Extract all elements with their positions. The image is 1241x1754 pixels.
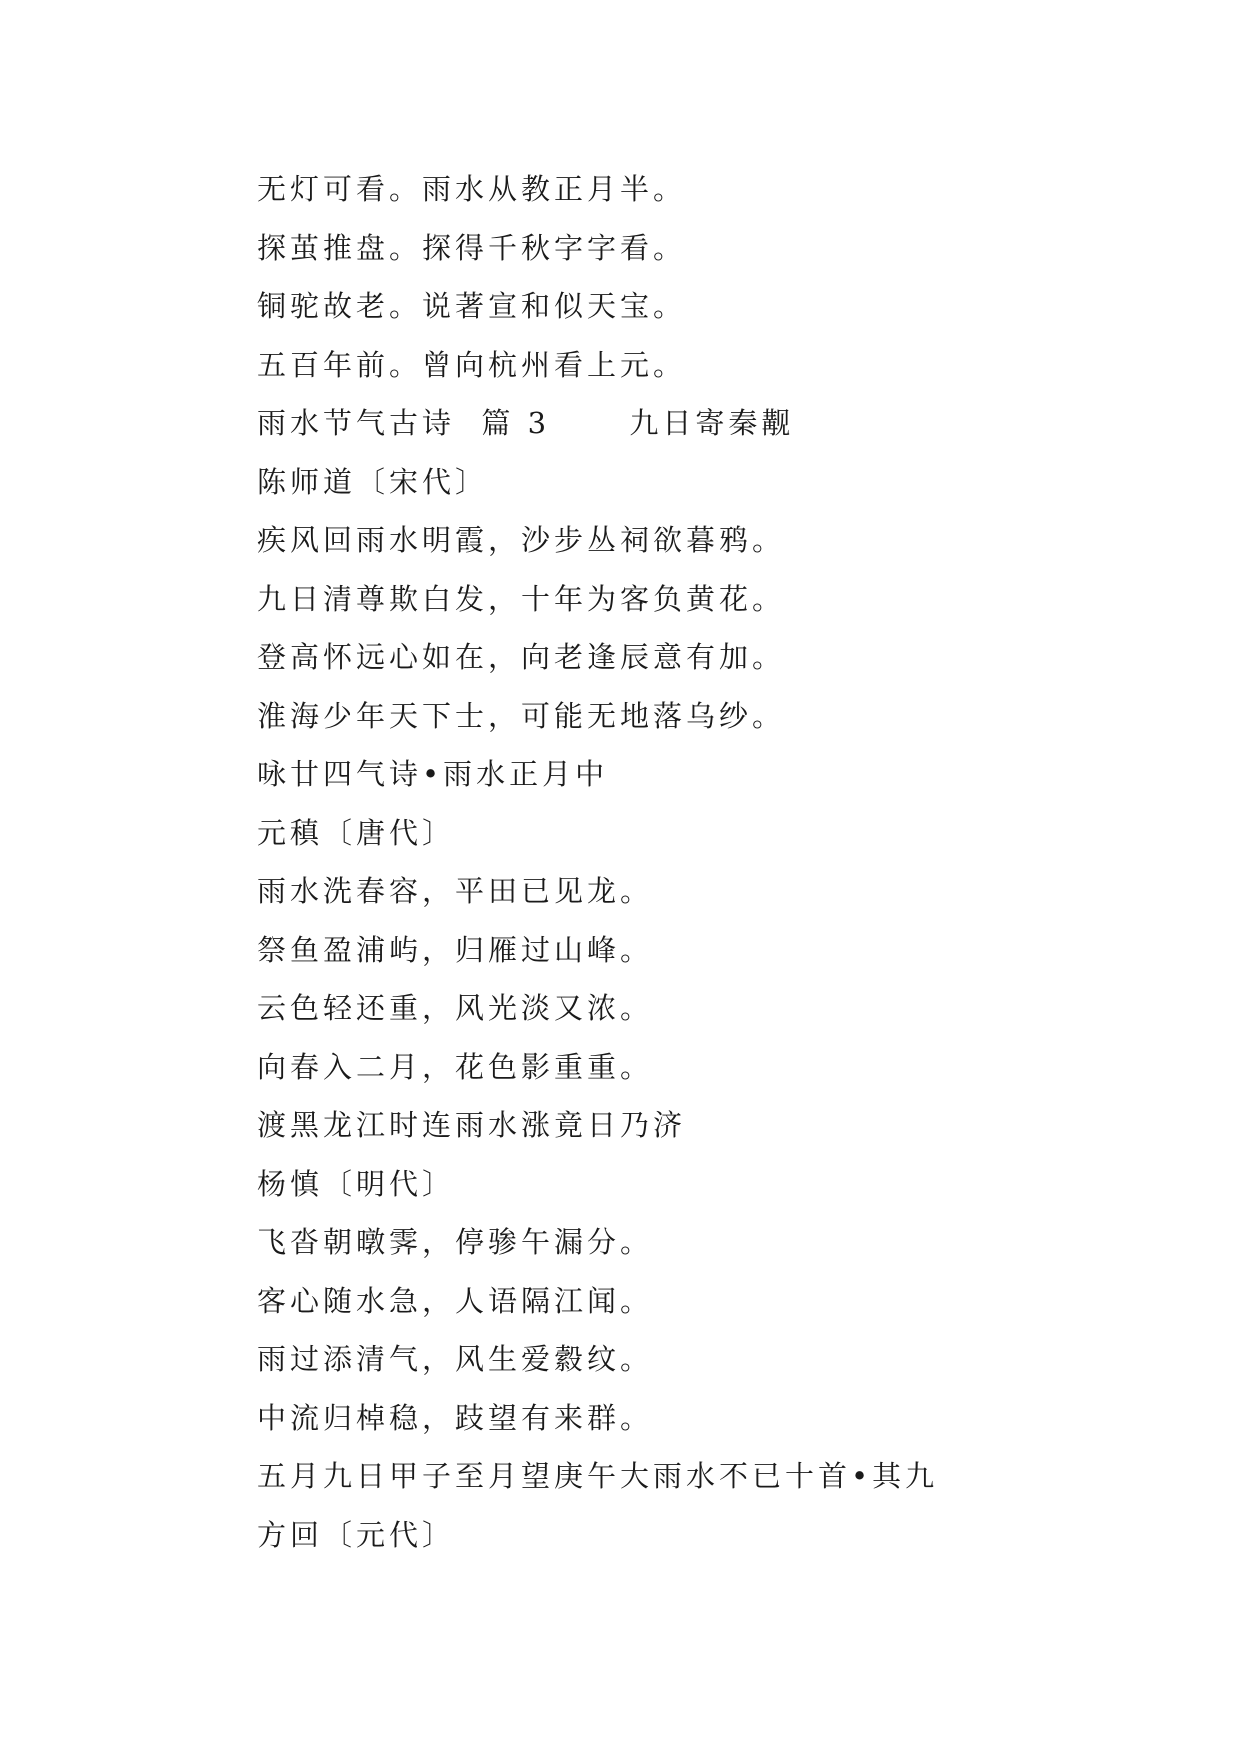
text-line: 探茧推盘。探得千秋字字看。 — [257, 230, 687, 265]
text-line: 雨水洗春容，平田已见龙。 — [257, 874, 654, 908]
text-line: 云色轻还重，风光淡又浓。 — [257, 991, 654, 1025]
section-heading: 雨水节气古诗 篇 3 九日寄秦觏 — [257, 406, 795, 440]
poem-author: 陈师道〔宋代〕 — [257, 464, 489, 499]
text-line: 向春入二月，花色影重重。 — [257, 1049, 654, 1084]
text-line: 客心随水急，人语隔江闻。 — [257, 1283, 654, 1318]
poem-title: 五月九日甲子至月望庚午大雨水不已十首•其九 — [257, 1459, 939, 1493]
text-line: 无灯可看。雨水从教正月半。 — [257, 172, 687, 206]
poem-title: 渡黑龙江时连雨水涨竟日乃济 — [257, 1108, 687, 1142]
poem-title: 咏廿四气诗•雨水正月中 — [257, 757, 609, 791]
text-line: 中流归棹稳，跂望有来群。 — [257, 1400, 654, 1435]
poem-author: 元稹〔唐代〕 — [257, 815, 456, 850]
poem-author: 方回〔元代〕 — [257, 1517, 456, 1552]
poem-author: 杨慎〔明代〕 — [257, 1166, 456, 1201]
text-line: 五百年前。曾向杭州看上元。 — [257, 347, 687, 382]
text-line: 登高怀远心如在，向老逢辰意有加。 — [257, 640, 786, 674]
text-line: 雨过添清气，风生爱縠纹。 — [257, 1342, 654, 1376]
text-line: 飞沓朝暾霁，停骖午漏分。 — [257, 1225, 654, 1259]
poem-text-block — [257, 160, 1157, 1564]
text-line: 祭鱼盈浦屿，归雁过山峰。 — [257, 932, 654, 967]
text-line: 淮海少年天下士，可能无地落乌纱。 — [257, 698, 786, 733]
text-line: 疾风回雨水明霞，沙步丛祠欲暮鸦。 — [257, 523, 786, 557]
text-line: 铜驼故老。说著宣和似天宝。 — [257, 289, 687, 323]
text-line: 九日清尊欺白发，十年为客负黄花。 — [257, 581, 786, 616]
